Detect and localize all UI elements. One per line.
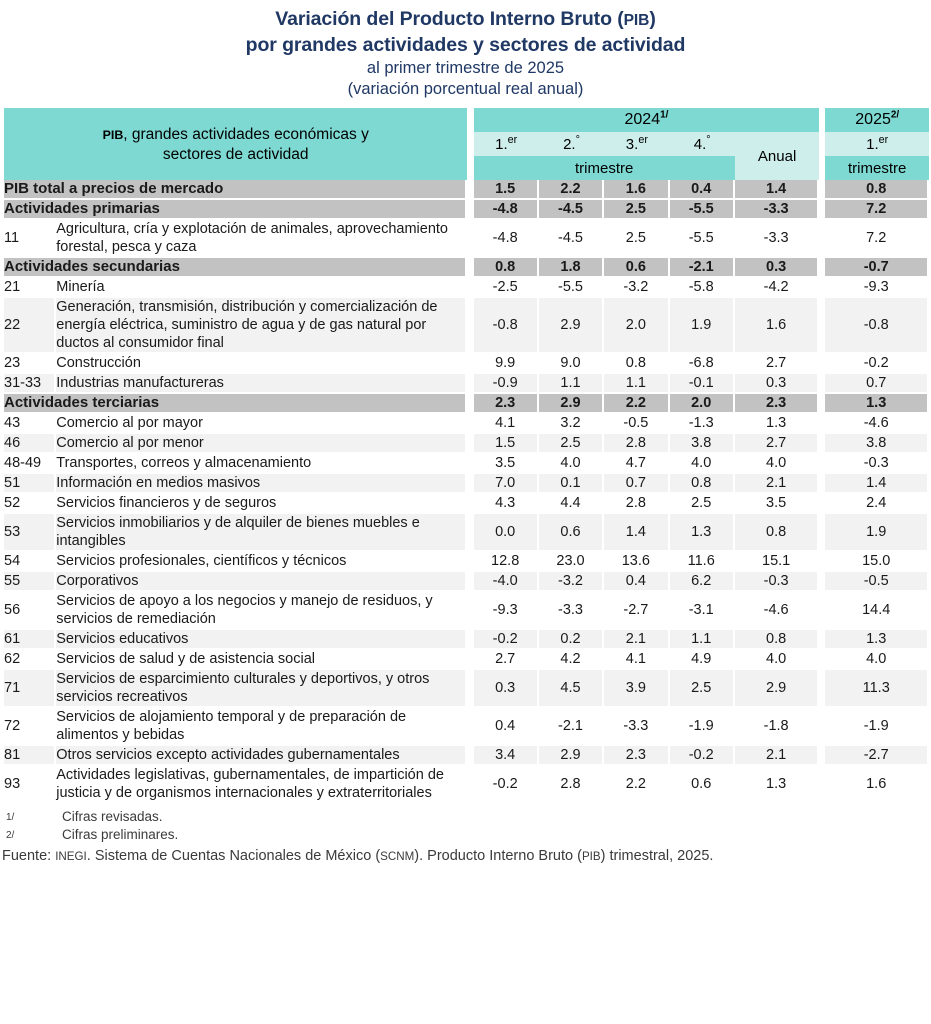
- row-value: 0.3: [735, 258, 819, 278]
- row-value: 3.4: [474, 746, 539, 766]
- table-row: [4, 708, 929, 746]
- row-code: 51: [4, 474, 56, 494]
- row-value: 9.9: [474, 354, 539, 374]
- row-label: Agricultura, cría y explotación de animales, aprovechamiento forestal, pesca y caza: [56, 220, 467, 258]
- header-q3-2024: [604, 132, 669, 156]
- row-value: -9.3: [825, 278, 929, 298]
- row-label: Servicios de alojamiento temporal y de preparación de alimentos y bebidas: [56, 708, 467, 746]
- row-value: -4.0: [474, 572, 539, 592]
- row-value: 2.5: [670, 670, 735, 708]
- row-value: 2.7: [735, 434, 819, 454]
- row-value: -0.7: [825, 258, 929, 278]
- row-code: 48-49: [4, 454, 56, 474]
- row-value: -3.2: [539, 572, 604, 592]
- row-value: 2.5: [604, 220, 669, 258]
- header-q1-2024-ord: er: [507, 133, 518, 146]
- row-value: 13.6: [604, 552, 669, 572]
- table-row: [4, 572, 929, 592]
- row-value: 1.6: [735, 298, 819, 354]
- row-value: 3.9: [604, 670, 669, 708]
- row-value: -4.5: [539, 200, 604, 220]
- source-mid2: ). Producto Interno Bruto (: [414, 848, 582, 864]
- row-code: 71: [4, 670, 56, 708]
- row-value: -4.8: [474, 200, 539, 220]
- row-value: 2.8: [539, 766, 604, 804]
- row-value: 6.2: [670, 572, 735, 592]
- row-value: 1.6: [604, 180, 669, 200]
- row-value: -0.2: [474, 630, 539, 650]
- row-value: 4.4: [539, 494, 604, 514]
- header-q2-2024: [539, 132, 604, 156]
- header-year-2025-label: 2025: [855, 111, 891, 128]
- row-value: 1.4: [604, 514, 669, 552]
- row-code: 22: [4, 298, 56, 354]
- title-block: [0, 0, 931, 100]
- table-row: [4, 180, 929, 200]
- row-value: 0.8: [735, 630, 819, 650]
- row-value: 3.5: [735, 494, 819, 514]
- row-code: 93: [4, 766, 56, 804]
- row-value: 0.2: [539, 630, 604, 650]
- row-value: 2.8: [604, 494, 669, 514]
- header-q4-2024: [670, 132, 735, 156]
- row-value: 1.3: [670, 514, 735, 552]
- row-value: 7.2: [825, 200, 929, 220]
- row-code: 23: [4, 354, 56, 374]
- row-value: 7.0: [474, 474, 539, 494]
- header-year-2024-label: 2024: [624, 111, 661, 128]
- source-pib: PIB: [581, 850, 601, 863]
- row-value: 2.9: [539, 394, 604, 414]
- row-value: -1.8: [735, 708, 819, 746]
- row-value: 1.5: [474, 180, 539, 200]
- row-value: 2.1: [604, 630, 669, 650]
- row-value: 4.0: [539, 454, 604, 474]
- row-value: 4.0: [735, 650, 819, 670]
- table-row: [4, 650, 929, 670]
- row-value: -0.5: [825, 572, 929, 592]
- row-label: Servicios profesionales, científicos y técnicos: [56, 552, 467, 572]
- row-value: 0.7: [825, 374, 929, 394]
- row-group-label: Actividades secundarias: [4, 258, 467, 278]
- row-value: 23.0: [539, 552, 604, 572]
- source-prefix: Fuente:: [2, 848, 56, 864]
- row-value: 1.6: [825, 766, 929, 804]
- row-label: Servicios de apoyo a los negocios y manejo de residuos, y servicios de remediación: [56, 592, 467, 630]
- row-value: 1.4: [735, 180, 819, 200]
- row-label: Comercio al por mayor: [56, 414, 467, 434]
- row-code: 46: [4, 434, 56, 454]
- table-row: [4, 552, 929, 572]
- row-code: 31-33: [4, 374, 56, 394]
- row-value: 4.3: [474, 494, 539, 514]
- row-value: 1.9: [670, 298, 735, 354]
- row-value: -0.8: [825, 298, 929, 354]
- row-value: -0.9: [474, 374, 539, 394]
- page-title-line1: [0, 7, 931, 33]
- row-value: 11.6: [670, 552, 735, 572]
- header-stub-text-b: sectores de actividad: [162, 145, 309, 163]
- row-value: 4.9: [670, 650, 735, 670]
- table-row: [4, 454, 929, 474]
- row-value: -0.5: [604, 414, 669, 434]
- header-q3-2024-ord: er: [638, 133, 648, 146]
- row-code: 11: [4, 220, 56, 258]
- table-row: [4, 298, 929, 354]
- row-value: -2.1: [670, 258, 735, 278]
- header-year-2025-footnote: 2/: [890, 109, 900, 121]
- header-stub-cell: [4, 108, 467, 180]
- row-value: -4.6: [825, 414, 929, 434]
- table-row: [4, 434, 929, 454]
- row-value: -0.2: [670, 746, 735, 766]
- row-value: 4.1: [604, 650, 669, 670]
- table-row: [4, 494, 929, 514]
- row-value: 0.7: [604, 474, 669, 494]
- row-label: Generación, transmisión, distribución y comercialización de energía eléctrica, suministro de agua y de gas natural por ductos al consumidor final: [56, 298, 467, 354]
- header-year-2024-footnote: 1/: [660, 109, 669, 121]
- row-value: 11.3: [825, 670, 929, 708]
- footnote-row: [6, 808, 931, 826]
- row-label: Servicios inmobiliarios y de alquiler de bienes muebles e intangibles: [56, 514, 467, 552]
- footnotes-block: [6, 808, 931, 844]
- row-value: 0.0: [474, 514, 539, 552]
- row-value: 1.3: [735, 766, 819, 804]
- row-value: -2.7: [825, 746, 929, 766]
- table-row: [4, 474, 929, 494]
- table-row: [4, 746, 929, 766]
- row-value: 4.0: [825, 650, 929, 670]
- row-value: 1.9: [825, 514, 929, 552]
- row-value: 2.8: [604, 434, 669, 454]
- header-trimestre-2025: trimestre: [825, 156, 929, 180]
- table-row: [4, 592, 929, 630]
- row-code: 55: [4, 572, 56, 592]
- row-value: 4.2: [539, 650, 604, 670]
- row-code: 53: [4, 514, 56, 552]
- row-label: Transportes, correos y almacenamiento: [56, 454, 467, 474]
- row-value: 2.9: [735, 670, 819, 708]
- header-year-2024: [474, 108, 820, 132]
- row-value: 0.4: [670, 180, 735, 200]
- row-value: 2.5: [539, 434, 604, 454]
- row-value: 1.1: [670, 630, 735, 650]
- row-value: 2.5: [604, 200, 669, 220]
- pib-table: [4, 108, 929, 804]
- row-label: Construcción: [56, 354, 467, 374]
- source-line: [2, 847, 931, 866]
- row-value: -3.1: [670, 592, 735, 630]
- row-value: -3.3: [539, 592, 604, 630]
- row-value: 2.3: [735, 394, 819, 414]
- row-value: 2.7: [474, 650, 539, 670]
- row-code: 61: [4, 630, 56, 650]
- header-q4-2024-num: 4.: [693, 135, 707, 153]
- table-row: [4, 394, 929, 414]
- row-label: Industrias manufactureras: [56, 374, 467, 394]
- header-year-2025: [825, 108, 929, 132]
- row-value: 4.0: [670, 454, 735, 474]
- row-value: 2.1: [735, 746, 819, 766]
- row-label: Minería: [56, 278, 467, 298]
- row-code: 62: [4, 650, 56, 670]
- row-code: 56: [4, 592, 56, 630]
- row-value: 2.7: [735, 354, 819, 374]
- row-value: 1.5: [474, 434, 539, 454]
- row-value: 3.2: [539, 414, 604, 434]
- row-value: 1.3: [825, 630, 929, 650]
- table-row: [4, 258, 929, 278]
- table-header: [4, 108, 929, 180]
- header-row-year: [4, 108, 929, 132]
- header-stub-pib: PIB: [102, 127, 124, 142]
- row-value: 0.4: [604, 572, 669, 592]
- source-scnm: SCNM: [380, 850, 415, 863]
- row-value: 0.8: [825, 180, 929, 200]
- pib-acronym-title: PIB: [623, 12, 650, 29]
- row-value: 0.4: [474, 708, 539, 746]
- header-q1-2024: [474, 132, 539, 156]
- source-inegi: INEGI: [55, 850, 87, 863]
- header-q2-2024-num: 2.: [563, 135, 576, 153]
- row-value: 0.6: [539, 514, 604, 552]
- header-stub-text-a: , grandes actividades económicas y: [123, 125, 369, 143]
- row-value: 1.3: [825, 394, 929, 414]
- row-value: -0.3: [735, 572, 819, 592]
- row-value: -9.3: [474, 592, 539, 630]
- row-value: -4.6: [735, 592, 819, 630]
- row-code: 52: [4, 494, 56, 514]
- row-value: 4.0: [735, 454, 819, 474]
- row-label: Otros servicios excepto actividades gubernamentales: [56, 746, 467, 766]
- row-value: 2.9: [539, 298, 604, 354]
- row-label: Servicios educativos: [56, 630, 467, 650]
- row-value: -1.3: [670, 414, 735, 434]
- row-value: -6.8: [670, 354, 735, 374]
- row-value: -2.5: [474, 278, 539, 298]
- row-value: 2.2: [604, 394, 669, 414]
- row-value: 1.4: [825, 474, 929, 494]
- row-value: 1.8: [539, 258, 604, 278]
- row-value: 3.5: [474, 454, 539, 474]
- row-code: 81: [4, 746, 56, 766]
- row-value: 0.1: [539, 474, 604, 494]
- row-value: 1.3: [735, 414, 819, 434]
- row-value: 2.2: [604, 766, 669, 804]
- page-title-text-b: ): [649, 8, 656, 30]
- table-row: [4, 630, 929, 650]
- row-value: -2.7: [604, 592, 669, 630]
- header-q1-2024-num: 1.: [495, 135, 508, 153]
- table-row: [4, 374, 929, 394]
- table-row: [4, 414, 929, 434]
- row-value: -2.1: [539, 708, 604, 746]
- row-label: Servicios de esparcimiento culturales y deportivos, y otros servicios recreativos: [56, 670, 467, 708]
- row-label: Servicios de salud y de asistencia social: [56, 650, 467, 670]
- row-value: 9.0: [539, 354, 604, 374]
- row-group-label: Actividades terciarias: [4, 394, 467, 414]
- row-value: 2.1: [735, 474, 819, 494]
- table-row: [4, 220, 929, 258]
- row-value: 2.2: [539, 180, 604, 200]
- row-value: 0.8: [735, 514, 819, 552]
- row-value: -3.3: [735, 220, 819, 258]
- row-value: 14.4: [825, 592, 929, 630]
- header-trimestre-2024: trimestre: [474, 156, 735, 180]
- row-value: -5.5: [539, 278, 604, 298]
- row-value: -0.2: [474, 766, 539, 804]
- row-value: -0.2: [825, 354, 929, 374]
- table-body: [4, 180, 929, 804]
- row-value: 2.0: [604, 298, 669, 354]
- row-value: -1.9: [670, 708, 735, 746]
- row-value: 2.9: [539, 746, 604, 766]
- table-row: [4, 514, 929, 552]
- row-value: 15.0: [825, 552, 929, 572]
- row-value: 7.2: [825, 220, 929, 258]
- page-subtitle-1: al primer trimestre de 2025: [366, 59, 565, 77]
- page-title-text-a: Variación del Producto Interno Bruto (: [275, 8, 624, 30]
- footnote-marker: 2/: [6, 830, 15, 841]
- source-suffix: ) trimestral, 2025.: [600, 848, 714, 864]
- row-value: 0.3: [474, 670, 539, 708]
- row-value: 2.5: [670, 494, 735, 514]
- row-value: -5.5: [670, 220, 735, 258]
- row-value: -4.2: [735, 278, 819, 298]
- row-value: 2.4: [825, 494, 929, 514]
- row-value: -3.3: [735, 200, 819, 220]
- header-anual-2024: Anual: [735, 132, 819, 180]
- row-value: 4.7: [604, 454, 669, 474]
- row-value: -5.8: [670, 278, 735, 298]
- page-subtitle-2: (variación porcentual real anual): [347, 80, 584, 98]
- table-row: [4, 354, 929, 374]
- row-value: -5.5: [670, 200, 735, 220]
- header-q2-2024-ord: °: [575, 133, 580, 146]
- row-value: 3.8: [825, 434, 929, 454]
- row-value: 2.3: [474, 394, 539, 414]
- row-value: 3.8: [670, 434, 735, 454]
- row-value: -4.5: [539, 220, 604, 258]
- row-value: -4.8: [474, 220, 539, 258]
- header-q1-2025: [825, 132, 929, 156]
- row-value: -0.3: [825, 454, 929, 474]
- row-code: 21: [4, 278, 56, 298]
- row-label: Información en medios masivos: [56, 474, 467, 494]
- row-label: Actividades legislativas, gubernamentales, de impartición de justicia y de organismos internacionales y extraterritoriales: [56, 766, 467, 804]
- row-group-label: PIB total a precios de mercado: [4, 180, 467, 200]
- footnote-marker: 1/: [6, 812, 15, 823]
- row-value: 2.3: [604, 746, 669, 766]
- row-value: -0.1: [670, 374, 735, 394]
- row-label: Comercio al por menor: [56, 434, 467, 454]
- row-value: -1.9: [825, 708, 929, 746]
- row-value: 4.1: [474, 414, 539, 434]
- row-code: 72: [4, 708, 56, 746]
- row-value: 4.5: [539, 670, 604, 708]
- row-code: 43: [4, 414, 56, 434]
- table-row: [4, 670, 929, 708]
- row-value: 1.1: [604, 374, 669, 394]
- row-group-label: Actividades primarias: [4, 200, 467, 220]
- header-q4-2024-ord: °: [706, 133, 711, 146]
- header-q3-2024-num: 3.: [625, 135, 639, 153]
- page-title-line2: por grandes actividades y sectores de actividad: [245, 34, 686, 56]
- row-label: Servicios financieros y de seguros: [56, 494, 467, 514]
- table-row: [4, 200, 929, 220]
- table-row: [4, 278, 929, 298]
- header-q1-2025-ord: er: [878, 133, 889, 146]
- row-value: 2.0: [670, 394, 735, 414]
- source-mid: . Sistema de Cuentas Nacionales de México (: [86, 848, 381, 864]
- row-label: Corporativos: [56, 572, 467, 592]
- row-value: 15.1: [735, 552, 819, 572]
- row-code: 54: [4, 552, 56, 572]
- row-value: -3.3: [604, 708, 669, 746]
- header-q1-2025-num: 1.: [866, 135, 879, 153]
- row-value: 0.8: [604, 354, 669, 374]
- row-value: 0.6: [604, 258, 669, 278]
- row-value: -3.2: [604, 278, 669, 298]
- row-value: 12.8: [474, 552, 539, 572]
- row-value: 0.6: [670, 766, 735, 804]
- row-value: -0.8: [474, 298, 539, 354]
- row-value: 0.8: [670, 474, 735, 494]
- footnote-row: [6, 826, 931, 844]
- row-value: 0.3: [735, 374, 819, 394]
- row-value: 1.1: [539, 374, 604, 394]
- row-value: 0.8: [474, 258, 539, 278]
- footnote-text: Cifras revisadas.: [62, 809, 163, 824]
- footnote-text: Cifras preliminares.: [62, 827, 179, 842]
- table-row: [4, 766, 929, 804]
